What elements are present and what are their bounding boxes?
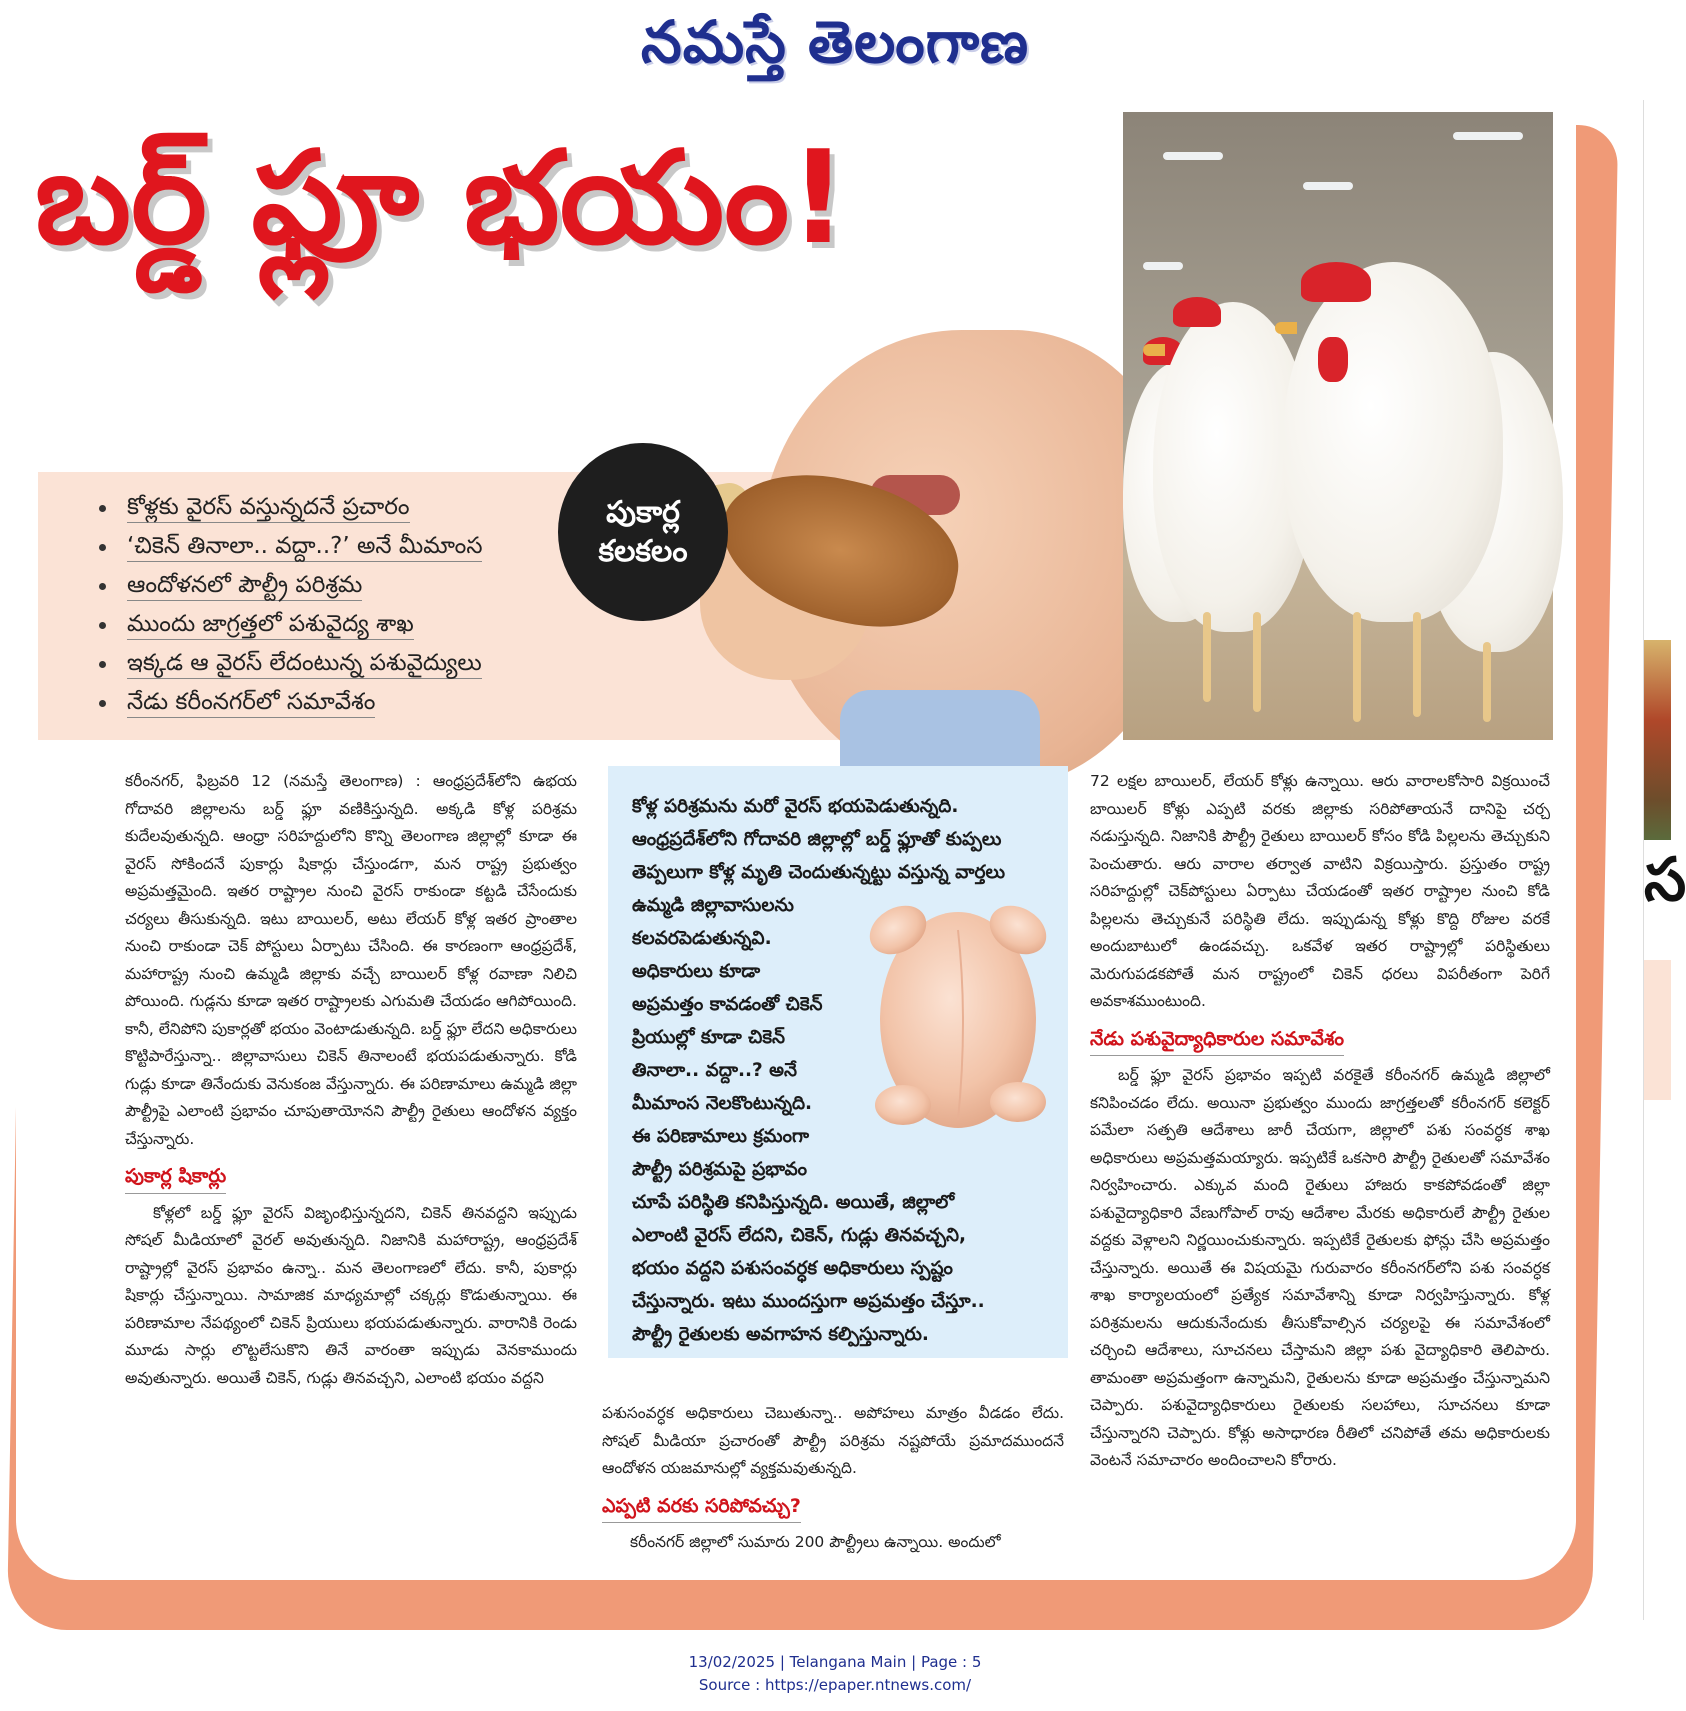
highlights-list bbox=[95, 488, 535, 722]
article-column-2 bbox=[602, 1400, 1064, 1557]
bullet-icon bbox=[99, 700, 106, 707]
box-line: కలవరపెడుతున్నవి. bbox=[632, 928, 772, 949]
box-line: కోళ్ల పరిశ్రమను మరో వైరస్ భయపెడుతున్నది. bbox=[632, 796, 959, 817]
rumours-badge bbox=[558, 443, 728, 621]
box-line: ఎలాంటి వైరస్ లేదని, చికెన్, గుడ్లు తినవచ్చని, bbox=[632, 1225, 966, 1246]
highlight-item: ‘చికెన్ తినాలా.. వద్దా..?’ అనే మీమాంస bbox=[95, 527, 535, 566]
page-footer bbox=[0, 1651, 1670, 1697]
highlight-item: కోళ్లకు వైరస్ వస్తున్నదనే ప్రచారం bbox=[95, 488, 535, 527]
box-line: ప్రియుల్లో కూడా చికెన్ bbox=[632, 1027, 785, 1048]
highlight-item: నేడు కరీంనగర్‌లో సమావేశం bbox=[95, 683, 535, 722]
box-line: పౌల్ట్రీ పరిశ్రమపై ప్రభావం bbox=[632, 1159, 808, 1180]
box-line: అధికారులు కూడా bbox=[632, 961, 761, 982]
bullet-icon bbox=[99, 505, 106, 512]
highlight-item: ఇక్కడ ఆ వైరస్ లేదంటున్న పశువైద్యులు bbox=[95, 644, 535, 683]
box-line: ఆంధ్రప్రదేశ్‌లోని గోదావరి జిల్లాల్లో బర్డ్ ఫ్లూతో కుప్పలు bbox=[632, 829, 1002, 850]
article-paragraph: బర్డ్ ఫ్లూ వైరస్ ప్రభావం ఇప్పటి వరకైతే కరీంనగర్ ఉమ్మడి జిల్లాలో కనిపించడం లేదు. అయినా ప్రభుత్వం ముందు జాగ్రత్తలతో కరీంనగర్ కలెక్టర్ పమేలా సత్పతి ఆదేశాలు జారీ చేయగా, జిల్లాలో పశు సంవర్ధక శాఖ అధికారులు అప్రమత్తమయ్యారు. ఇప్పటికే ఒకసారి పౌల్ట్రీ రైతులతో సమావేశం నిర్వహించారు. ఎక్కువ మంది రైతులు హాజరు కాకపోవడంతో జిల్లా పశువైద్యాధికారి వేణుగోపాల్ రావు ఆదేశాల మేరకు అధికారులే పౌల్ట్రీ రైతుల వద్దకు వెళ్లాలని నిర్ణయించుకున్నారు. ఇప్పటికే రైతులకు ఫోన్లు చేసి అప్రమత్తం చేస్తున్నారు. అయితే ఈ విషయమై గురువారం కరీంనగర్‌లోని పశు సంవర్ధక శాఖ కార్యాలయంలో ప్రత్యేక సమావేశాన్ని కూడా నిర్వహిస్తున్నారు. కోళ్ల పరిశ్రమలను ఆదుకునేందుకు తీసుకోవాల్సిన చర్యలపై ఈ సమావేశంలో చర్చించి ఆదేశాలు, సూచనలు చేస్తామని జిల్లా పశు వైద్యాధికారి తెలిపారు. తామంతా అప్రమత్తంగా ఉన్నామని, రైతులను కూడా అప్రమత్తం చేస్తున్నామని చెప్పారు. పశువైద్యాధికారులు రైతులకు సలహాలు, సూచనలు కూడా చేస్తున్నారని చెప్పారు. కోళ్లు అసాధారణ రీతిలో చనిపోతే తమ అధికారులకు వెంటనే సమాచారం అందించాలని కోరారు. bbox=[1090, 1066, 1550, 1469]
hens-photo bbox=[1123, 112, 1553, 740]
box-line: చూపే పరిస్థితి కనిపిస్తున్నది. అయితే, జిల్లాలో bbox=[632, 1192, 955, 1213]
subheading-rumours: పుకార్ల షికార్లు bbox=[125, 1163, 226, 1194]
box-line: పౌల్ట్రీ రైతులకు అవగాహన కల్పిస్తున్నారు. bbox=[632, 1324, 929, 1345]
box-line: ఉమ్మడి జిల్లావాసులను bbox=[632, 895, 794, 916]
adjacent-page-edge: స bbox=[1643, 100, 1671, 1620]
article-column-1 bbox=[125, 768, 577, 1392]
bullet-icon bbox=[99, 622, 106, 629]
highlight-item: ముందు జాగ్రత్తలో పశువైద్య శాఖ bbox=[95, 605, 535, 644]
newspaper-masthead: నమస్తే తెలంగాణ bbox=[641, 8, 1029, 76]
footer-date-page: 13/02/2025 | Telangana Main | Page : 5 bbox=[688, 1653, 982, 1671]
box-line: తెప్పలుగా కోళ్ల మృతి చెందుతున్నట్టు వస్తున్న వార్తలు bbox=[632, 862, 1005, 883]
bullet-icon bbox=[99, 544, 106, 551]
headline: బర్డ్ ఫ్లూ భయం! bbox=[35, 124, 848, 273]
bullet-icon bbox=[99, 583, 106, 590]
bullet-icon bbox=[99, 661, 106, 668]
box-line: చేస్తున్నారు. ఇటు ముందస్తుగా అప్రమత్తం చేస్తూ.. bbox=[632, 1291, 985, 1312]
raw-chicken-image bbox=[858, 890, 1058, 1140]
article-column-3 bbox=[1090, 768, 1550, 1475]
subheading-meeting: నేడు పశువైద్యాధికారుల సమావేశం bbox=[1090, 1026, 1344, 1057]
box-line: ఈ పరిణామాలు క్రమంగా bbox=[632, 1126, 810, 1147]
box-line: అప్రమత్తం కావడంతో చికెన్ bbox=[632, 994, 823, 1015]
article-paragraph: 72 లక్షల బాయిలర్, లేయర్ కోళ్లు ఉన్నాయి. ఆరు వారాలకోసారి విక్రయించే బాయిలర్ కోళ్లు ఎప్పటి వరకు జిల్లాకు సరిపోతాయనే దానిపై చర్చ నడుస్తున్నది. నిజానికి పౌల్ట్రీ రైతులు బాయిలర్ కోసం కోడి పిల్లలను తెచ్చుకుని పెంచుతారు. ఆరు వారాల తర్వాత వాటిని విక్రయిస్తారు. ప్రస్తుతం రాష్ట్ర సరిహద్దుల్లో చెక్‌పోస్టులు ఏర్పాటు చేయడంతో ఇతర రాష్ట్రాల నుంచి కోడి పిల్లలను తెచ్చుకునే పరిస్థితి లేదు. ఇప్పుడున్న కోళ్లు కొద్ది రోజుల వరకే అందుబాటులో ఉండవచ్చు. ఒకవేళ ఇతర రాష్ట్రాల్లో పరిస్థితులు మెరుగుపడకపోతే మన రాష్ట్రంలో చికెన్ ధరలు విపరీతంగా పెరిగే అవకాశముంటుంది. bbox=[1090, 772, 1550, 1010]
badge-line-1: పుకార్ల bbox=[606, 495, 680, 530]
article-paragraph: కోళ్లలో బర్డ్ ఫ్లూ వైరస్ విజృంభిస్తున్నదని, చికెన్ తినవద్దని ఇప్పుడు సోషల్ మీడియాలో వైరల్ అవుతున్నది. నిజానికి మహారాష్ట్ర, ఆంధ్రప్రదేశ్ రాష్ట్రాల్లో వైరస్ ప్రభావం ఉన్నా.. మన తెలంగాణలో లేదు. కానీ, పుకార్లు షికార్లు చేస్తున్నాయి. సామాజిక మాధ్యమాల్లో చక్కర్లు కొడుతున్నాయి. ఈ పరిణామాల నేపథ్యంలో చికెన్ ప్రియులు భయపడుతున్నారు. వారానికి రెండు మూడు సార్లు లొట్టలేసుకొని తినే వారంతా ఇప్పుడు వెనకాముందు అవుతున్నారు. అయితే చికెన్, గుడ్లు తినవచ్చని, ఎలాంటి భయం వద్దని bbox=[125, 1203, 577, 1387]
badge-line-2: కలకలం bbox=[598, 534, 688, 569]
box-line: మీమాంస నెలకొంటున్నది. bbox=[632, 1093, 813, 1114]
footer-source: Source : https://epaper.ntnews.com/ bbox=[698, 1676, 972, 1694]
box-line: తినాలా.. వద్దా..? అనే bbox=[632, 1060, 797, 1081]
highlight-item: ఆందోళనలో పౌల్ట్రీ పరిశ్రమ bbox=[95, 566, 535, 605]
subheading-how-long: ఎప్పటి వరకు సరిపోవచ్చు? bbox=[602, 1493, 801, 1524]
article-paragraph: కరీంనగర్, ఫిబ్రవరి 12 (నమస్తే తెలంగాణ) : ఆంధ్రప్రదేశ్‌లోని ఉభయ గోదావరి జిల్లాలను బర్డ్ ఫ్లూ వణికిస్తున్నది. అక్కడి కోళ్ల పరిశ్రమ కుదేలవుతున్నది. ఆంధ్రా సరిహద్దులోని కొన్ని తెలంగాణ జిల్లాల్లో కూడా ఈ వైరస్ సోకిందనే పుకార్లు షికార్లు చేస్తుండగా, మన రాష్ట్ర ప్రభుత్వం అప్రమత్తమైంది. ఇతర రాష్ట్రాల నుంచి వైరస్ రాకుండా కట్టడి చేసేందుకు చర్యలు తీసుకున్నది. ఇటు బాయిలర్, అటు లేయర్ కోళ్ల ఇతర ప్రాంతాల నుంచి రాకుండా చెక్ పోస్టులు ఏర్పాటు చేసింది. ఈ కారణంగా ఆంధ్రప్రదేశ్, మహారాష్ట్ర నుంచి ఉమ్మడి జిల్లాకు వచ్చే బాయిలర్ కోళ్ల రవాణా నిలిచి పోయింది. గుడ్లను కూడా ఇతర రాష్ట్రాలకు ఎగుమతి చేయడం ఆగిపోయింది. కానీ, లేనిపోని పుకార్లతో భయం వెంటాడుతున్నది. బర్డ్ ఫ్లూ లేదని అధికారులు కొట్టిపారేస్తున్నా.. జిల్లావాసులు చికెన్ తినాలంటే భయపడుతున్నారు. కోడి గుడ్లు కూడా తినేందుకు వెనుకంజ వేస్తున్నారు. ఈ పరిణామాలు ఉమ్మడి జిల్లా పౌల్ట్రీపై ఎలాంటి ప్రభావం చూపుతాయోనని పౌల్ట్రీ రైతులు ఆందోళన వ్యక్తం చేస్తున్నారు. bbox=[125, 772, 577, 1148]
article-paragraph: పశుసంవర్ధక అధికారులు చెబుతున్నా.. అపోహలు మాత్రం వీడడం లేదు. సోషల్ మీడియా ప్రచారంతో పౌల్ట్రీ పరిశ్రమ నష్టపోయే ప్రమాదముందనే ఆందోళన యజమానుల్లో వ్యక్తమవుతున్నది. bbox=[602, 1404, 1064, 1477]
article-paragraph: కరీంనగర్ జిల్లాలో సుమారు 200 పౌల్ట్రీలు ఉన్నాయి. అందులో bbox=[630, 1533, 1001, 1551]
box-line: భయం వద్దని పశుసంవర్ధక అధికారులు స్పష్టం bbox=[632, 1258, 953, 1279]
